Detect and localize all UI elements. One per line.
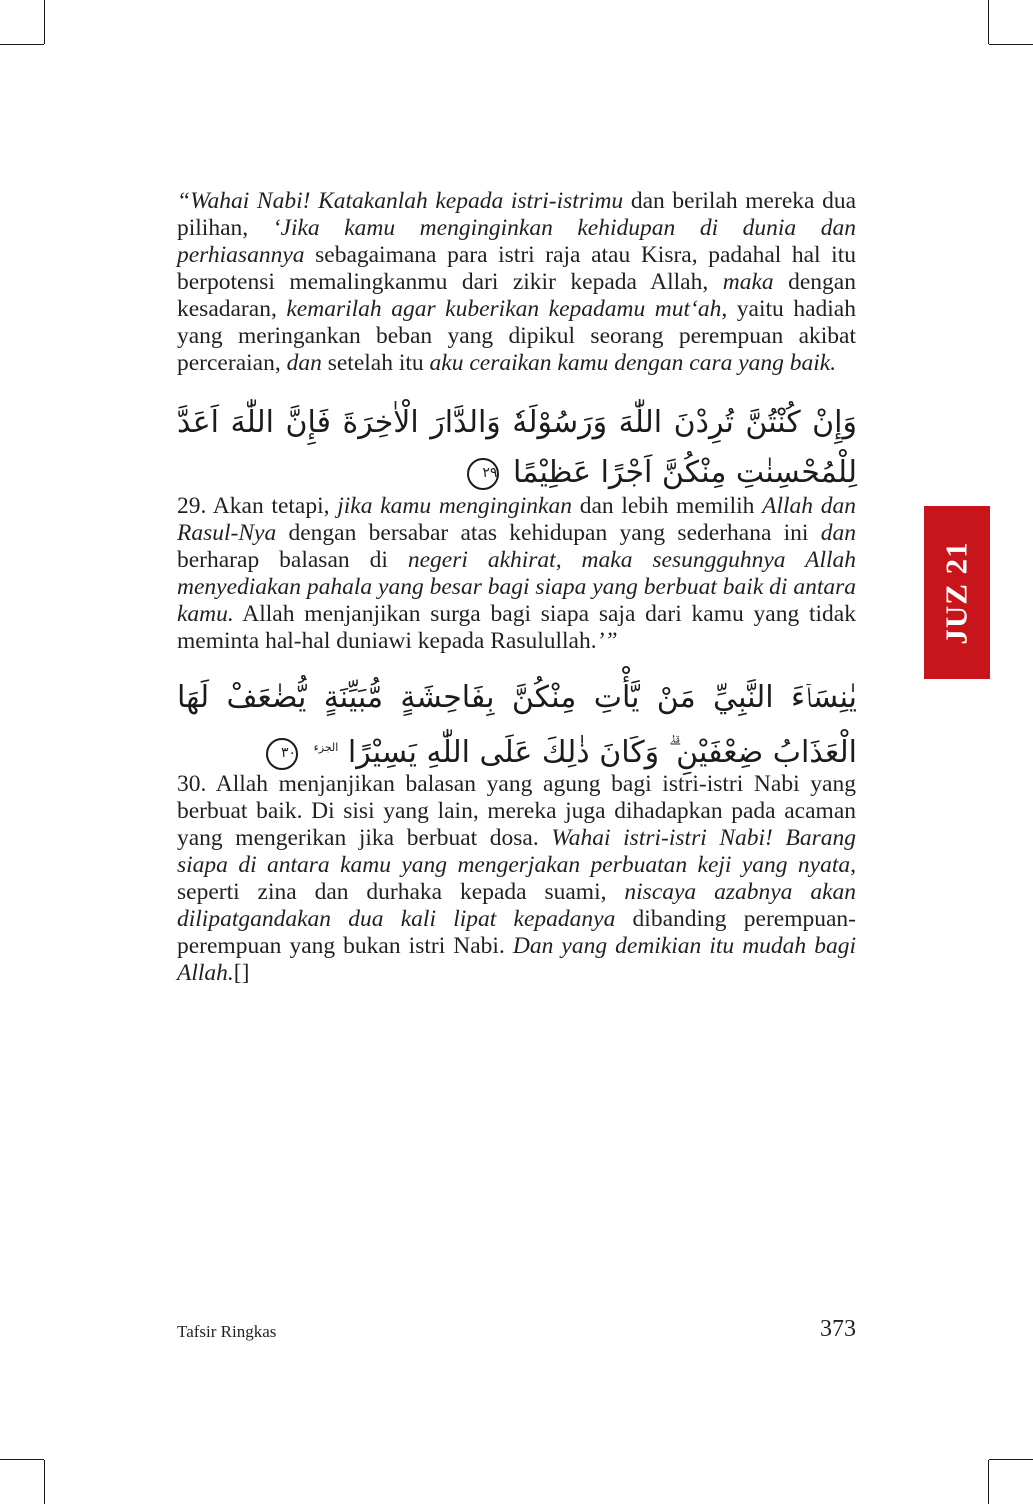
italic-phrase: negeri akhirat, maka sesungguhnya Allah menyediakan pahala yang besar bagi siapa yang berbuat baik di antara kamu. [177,547,857,627]
verse-29-text: وَإِنْ كُنْتُنَّ تُرِدْنَ اللّٰهَ وَرَسُوْلَهٗ وَالدَّارَ الْاٰخِرَةَ فَإِنَّ اللّٰهَ اَعَدَّ لِلْمُحْسِنٰتِ مِنْكُنَّ اَجْرًا عَظِيْمًا [177,405,857,490]
footer-book-title: Tafsir Ringkas [177,1322,277,1341]
text-run: dan berilah mereka dua pilihan, [177,188,856,241]
text-run: sebagaimana para istri raja atau Kisra, padahal hal itu berpotensi memalingkanmu dari zikir kepada Allah, [177,242,856,295]
page-number: 373 [820,1316,856,1342]
italic-phrase: ‘Jika kamu menginginkan kehidupan di dunia dan perhiasannya [177,215,856,268]
crop-mark [988,0,989,44]
juz-marker: الجزء [313,741,339,754]
text-run: [] [233,960,250,986]
italic-phrase: Wahai istri-istri Nabi! Barang siapa di antara kamu yang mengerjakan perbuatan keji yang nyata, [177,825,856,878]
juz-side-tab [924,506,990,679]
italic-phrase: jika kamu menginginkan [337,493,572,519]
juz-tab-label: JUZ 21 [939,540,975,645]
italic-phrase: “Wahai Nabi! Katakanlah kepada istri-istrimu [177,188,624,214]
text-run: seperti zina dan durhaka kepada suami, [177,879,625,905]
text-run: Allah menjanjikan surga bagi siapa saja dari kamu yang tidak meminta hal-hal duniawi kepada Rasulullah. [177,601,856,654]
italic-phrase: aku ceraikan kamu dengan cara yang baik. [429,350,837,376]
italic-phrase: ’” [596,628,618,654]
italic-phrase: dan [286,350,322,376]
italic-phrase: Dan yang demikian itu mudah bagi Allah. [177,933,856,986]
verse-30-text: يٰنِسَاۤءَ النَّبِيِّ مَنْ يَّأْتِ مِنْكُنَّ بِفَاحِشَةٍ مُّبَيِّنَةٍ يُّضٰعَفْ لَهَا الْعَذَابُ ضِعْفَيْنِ ۗ وَكَانَ ذٰلِكَ عَلَى اللّٰهِ يَسِيْرًا [177,680,857,770]
crop-mark [989,1459,1033,1460]
text-run: dibanding perempuan-perempuan yang bukan istri Nabi. [177,906,856,959]
italic-phrase: Allah dan Rasul-Nya [177,493,856,546]
commentary-paragraph-29 [177,493,856,655]
text-run: 29. Akan tetapi, [177,493,338,519]
crop-mark [44,1460,45,1504]
arabic-verse-30 [177,673,857,778]
italic-phrase: kemarilah agar kuberikan kepadamu mut‘ah, [286,296,728,322]
crop-mark [0,1459,44,1460]
italic-phrase: niscaya azabnya akan dilipatgandakan dua kali lipat kepadanya [177,879,856,932]
intro-paragraph [177,188,856,377]
crop-mark [988,1460,989,1504]
italic-phrase: dan [820,520,856,546]
crop-mark [989,44,1033,45]
arabic-verse-29 [177,398,857,498]
text-run: setelah itu [321,350,430,376]
text-run: dengan kesadaran, [177,269,856,322]
text-run: dengan bersabar atas kehidupan yang sederhana ini [276,520,821,546]
crop-mark [44,0,45,44]
ayah-number-30: ٣٠ [266,738,298,770]
text-run: yaitu hadiah yang meringankan beban yang dipikul seorang perempuan akibat perceraian, [177,296,856,376]
commentary-paragraph-30 [177,771,856,987]
text-run: berharap balasan di [177,547,408,573]
italic-phrase: maka [722,269,774,295]
ayah-number-29: ٢٩ [467,458,499,490]
text-run: dan lebih memilih [571,493,763,519]
text-run: 30. Allah menjanjikan balasan yang agung bagi istri-istri Nabi yang berbuat baik. Di sisi yang lain, mereka juga dihadapkan pada acaman yang mengerikan jika berbuat dosa. [177,771,856,851]
crop-mark [0,44,44,45]
